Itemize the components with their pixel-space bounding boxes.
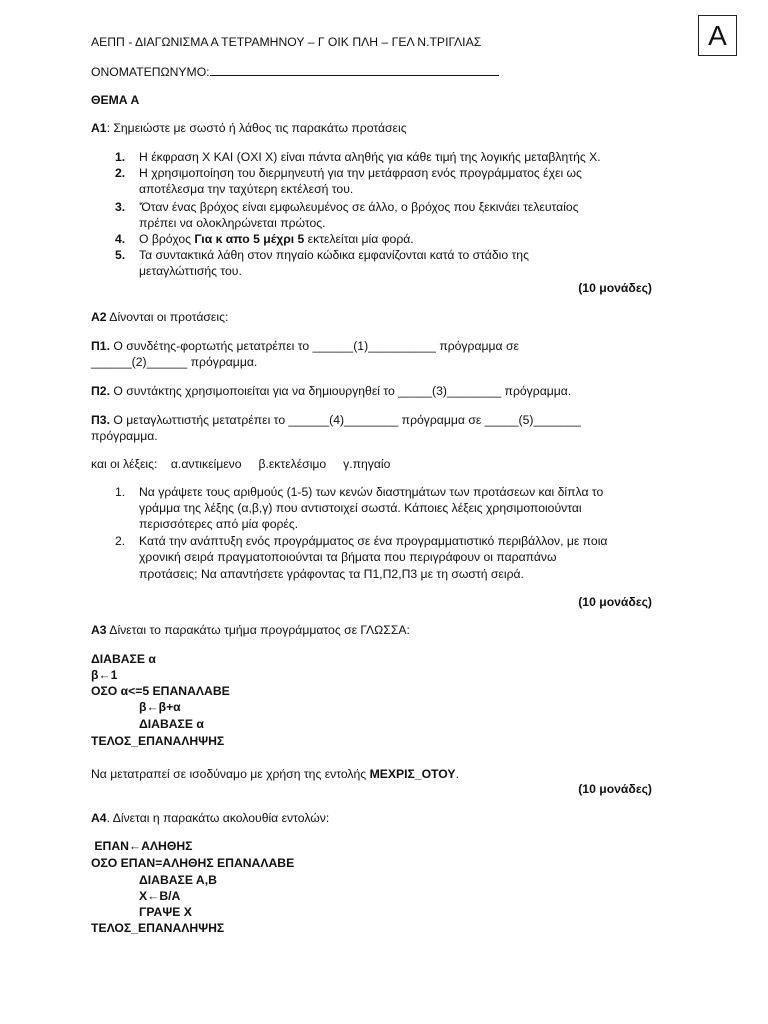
a1-label: Α1 [91,121,107,135]
a2-p1-label: Π1. [91,339,110,353]
a1-intro-text: : Σημειώστε με σωστό ή λάθος τις παρακάτω προτάσεις [106,121,407,135]
a1-intro [91,120,407,136]
a1-item-5-number: 5. [115,248,126,262]
a4-intro [91,810,329,826]
name-blank-line[interactable] [210,64,499,76]
a2-item-1-number: 1. [115,485,126,499]
a2-item-1-line-3: περισσότερες από μία φορές. [139,517,299,531]
a2-words: και οι λέξεις: α.αντικείμενο β.εκτελέσιμο γ.πηγαίο [91,457,391,471]
a3-question-pre: Να μετατραπεί σε ισοδύναμο με χρήση της εντολής [91,767,370,781]
a2-label: Α2 [91,310,107,324]
a3-code-line-5: ΔΙΑΒΑΣΕ α [139,717,204,731]
a2-p3-text-1: Ο μεταγλωττιστής μετατρέπει το ______(4)________ πρόγραμμα σε _____(5)_______ [109,413,581,427]
a2-grade: (10 μονάδες) [578,595,652,609]
a4-code-line-3: ΔΙΑΒΑΣΕ Α,Β [139,873,217,887]
a1-item-5-line-2: μεταγλώττισής του. [139,264,242,278]
a3-code-line-4: β←β+α [139,700,181,714]
a1-item-4-number: 4. [115,232,126,246]
a3-code-line-1: ΔΙΑΒΑΣΕ α [91,652,156,666]
a3-grade: (10 μονάδες) [578,782,652,796]
theme-heading: ΘΕΜΑ Α [91,93,140,107]
a2-p2 [91,383,571,399]
a4-code-line-1: ΕΠΑΝ←ΑΛΗΘΗΣ [91,839,193,853]
a1-item-2-line-2: αποτέλεσμα την ταχύτερη εκτέλεσή του. [139,182,354,196]
a1-item-1-text: Η έκφραση Χ ΚΑΙ (ΟΧΙ Χ) είναι πάντα αληθής για κάθε τιμή της λογικής μεταβλητής Χ. [139,150,601,164]
a4-code-line-2: ΟΣΟ ΕΠΑΝ=ΑΛΗΘΗΣ ΕΠΑΝΑΛΑΒΕ [91,856,295,870]
a3-question [91,766,459,782]
a3-code-line-6: ΤΕΛΟΣ_ΕΠΑΝΑΛΗΨΗΣ [91,734,225,748]
a2-intro [91,309,228,325]
version-letter-box: Α [698,15,737,56]
a3-question-post: . [455,767,459,781]
a3-label: Α3 [91,623,107,637]
a4-code-line-4: Χ←Β/Α [139,889,181,903]
a1-item-2-line-1: Η χρησιμοποίηση του διερμηνευτή για την μετάφραση ενός προγράμματος έχει ως [139,166,582,180]
a2-item-2-line-1: Κατά την ανάπτυξη ενός προγράμματος σε ένα προγραμματιστικό περιβάλλον, με ποια [139,534,608,548]
a2-p1-line-2: ______(2)______ πρόγραμμα. [91,355,258,369]
a4-code-line-6: ΤΕΛΟΣ_ΕΠΑΝΑΛΗΨΗΣ [91,921,225,935]
a2-item-2-line-2: χρονική σειρά πραγματοποιούνται τα βήματα που περιγράφουν οι παραπάνω [139,550,557,564]
name-label: ΟΝΟΜΑΤΕΠΩΝΥΜΟ: [91,65,210,79]
a1-item-4-text [139,231,414,247]
a4-code-line-5: ΓΡΑΨΕ Χ [139,905,192,919]
a2-p1-line-1 [91,338,519,354]
a2-p2-label: Π2. [91,384,110,398]
a1-item-3-line-1: 'Όταν ένας βρόχος είναι εμφωλευμένος σε άλλο, ο βρόχος που ξεκινάει τελευταίος [139,200,579,214]
a2-p3-label: Π3. [91,413,110,427]
a1-item-3-line-2: πρέπει να ολοκληρώνεται πρώτος. [139,216,326,230]
a3-question-bold: ΜΕΧΡΙΣ_ΟΤΟΥ [369,767,456,781]
a2-item-2-line-3: προτάσεις; Να απαντήσετε γράφοντας τα Π1,Π2,Π3 με τη σωστή σειρά. [139,567,524,581]
a3-code-line-2: β←1 [91,668,118,682]
a2-p2-text: Ο συντάκτης χρησιμοποιείται για να δημιουργηθεί το _____(3)________ πρόγραμμα. [109,384,572,398]
a1-item-2-number: 2. [115,166,126,180]
a1-item-4-pre: Ο βρόχος [139,232,195,246]
a1-grade: (10 μονάδες) [578,281,652,295]
a1-item-1-number: 1. [115,150,126,164]
a2-item-2-number: 2. [115,534,126,548]
a1-item-4-post: εκτελείται μία φορά. [304,232,414,246]
a2-item-1-line-1: Να γράψετε τους αριθμούς (1-5) των κενών διαστημάτων των προτάσεων και δίπλα το [139,485,604,499]
a4-label: Α4 [91,811,107,825]
a2-p3-line-2: πρόγραμμα. [91,429,158,443]
a2-p1-text-1: Ο συνδέτης-φορτωτής μετατρέπει το ______(1)__________ πρόγραμμα σε [109,339,519,353]
name-field-row [91,64,499,80]
a1-item-4-bold: Για κ απο 5 μέχρι 5 [194,232,305,246]
a1-item-5-line-1: Τα συντακτικά λάθη στον πηγαίο κώδικα εμφανίζονται κατά το στάδιο της [139,248,529,262]
a3-intro-text: Δίνεται το παρακάτω τμήμα προγράμματος σε ΓΛΩΣΣΑ: [106,623,410,637]
a2-intro-text: Δίνονται οι προτάσεις: [106,310,229,324]
a3-intro [91,622,410,638]
a1-item-3-number: 3. [115,200,126,214]
exam-title: ΑΕΠΠ - ΔΙΑΓΩΝΙΣΜΑ Α ΤΕΤΡΑΜΗΝΟΥ – Γ ΟΙΚ ΠΛΗ – ΓΕΛ Ν.ΤΡΙΓΛΙΑΣ [91,35,482,49]
a3-code-line-3: ΟΣΟ α<=5 ΕΠΑΝΑΛΑΒΕ [91,684,230,698]
a2-p3-line-1 [91,412,581,428]
a4-intro-text: . Δίνεται η παρακάτω ακολουθία εντολών: [106,811,330,825]
a2-item-1-line-2: γράμμα της λέξης (α,β,γ) που αντιστοιχεί σωστά. Κάποιες λέξεις χρησιμοποιούνται [139,501,582,515]
